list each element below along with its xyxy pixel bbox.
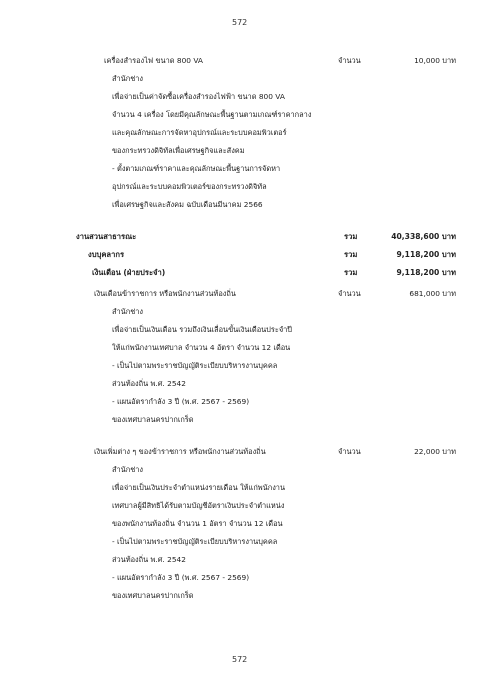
item-ups-line: อุปกรณ์และระบบคอมพิวเตอร์ของกระทรวงดิจิทัล [112, 182, 267, 191]
section-personnel-amount: 9,118,200 บาท [396, 250, 456, 259]
item-salary-amount: 681,000 บาท [409, 289, 456, 298]
page-number-top: 572 [232, 18, 248, 27]
item-allowance-line: เพื่อจ่ายเป็นเงินประจำตำแหน่งรายเดือน ให้แก่พนักงาน [112, 483, 286, 492]
item-salary-title: เงินเดือนข้าราชการ หรือพนักงานส่วนท้องถิ่น [94, 289, 236, 298]
item-salary-line: - เป็นไปตามพระราชบัญญัติระเบียบบริหารงานบุคคล [112, 361, 278, 370]
item-allowance-line: สำนักช่าง [112, 465, 143, 474]
item-salary-line: - แผนอัตรากำลัง 3 ปี (พ.ศ. 2567 - 2569) [112, 397, 250, 406]
item-ups-line: สำนักช่าง [112, 74, 143, 83]
item-allowance-amount: 22,000 บาท [414, 447, 456, 456]
section-salary-amount: 9,118,200 บาท [396, 268, 456, 277]
item-allowance-line: ของพนักงานท้องถิ่น จำนวน 1 อัตรา จำนวน 12 เดือน [112, 519, 283, 528]
item-allowance-line: เทศบาลผู้มีสิทธิได้รับตามบัญชีอัตราเงินประจำตำแหน่ง [112, 501, 285, 510]
section-public-works-total-label: รวม [344, 232, 358, 241]
item-ups-line: เพื่อจ่ายเป็นค่าจัดซื้อเครื่องสำรองไฟฟ้า ขนาด 800 VA [112, 92, 285, 101]
item-ups-amount: 10,000 บาท [414, 56, 456, 65]
section-personnel-title: งบบุคลากร [88, 250, 125, 259]
section-personnel-total-label: รวม [344, 250, 358, 259]
item-ups-line: ของกระทรวงดิจิทัลเพื่อเศรษฐกิจและสังคม [112, 146, 245, 155]
page-number-bottom: 572 [232, 655, 248, 664]
section-public-works-title: งานสวนสาธารณะ [76, 232, 137, 241]
item-salary-line: ให้แก่พนักงานเทศบาล จำนวน 4 อัตรา จำนวน 12 เดือน [112, 343, 291, 352]
item-allowance-line: - แผนอัตรากำลัง 3 ปี (พ.ศ. 2567 - 2569) [112, 573, 250, 582]
item-salary-line: สำนักช่าง [112, 307, 143, 316]
section-salary-title: เงินเดือน (ฝ่ายประจำ) [92, 268, 166, 277]
section-public-works-amount: 40,338,600 บาท [391, 232, 456, 241]
item-ups-line: และคุณลักษณะการจัดหาอุปกรณ์และระบบคอมพิวเตอร์ [112, 128, 287, 137]
section-salary-total-label: รวม [344, 268, 358, 277]
item-salary-line: ส่วนท้องถิ่น พ.ศ. 2542 [112, 379, 186, 388]
item-allowance-line: ของเทศบาลนครปากเกร็ด [112, 591, 194, 600]
item-ups-title: เครื่องสำรองไฟ ขนาด 800 VA [104, 56, 203, 65]
item-salary-qty-label: จำนวน [338, 289, 361, 298]
item-ups-line: - ตั้งตามเกณฑ์ราคาและคุณลักษณะพื้นฐานการจัดหา [112, 164, 281, 173]
item-allowance-title: เงินเพิ่มต่าง ๆ ของข้าราชการ หรือพนักงานส่วนท้องถิ่น [94, 447, 266, 456]
item-allowance-line: ส่วนท้องถิ่น พ.ศ. 2542 [112, 555, 186, 564]
item-salary-line: ของเทศบาลนครปากเกร็ด [112, 415, 194, 424]
item-salary-line: เพื่อจ่ายเป็นเงินเดือน รวมถึงเงินเลื่อนขั้นเงินเดือนประจำปี [112, 325, 292, 334]
item-ups-qty-label: จำนวน [338, 56, 361, 65]
item-ups-line: จำนวน 4 เครื่อง โดยมีคุณลักษณะพื้นฐานตามเกณฑ์ราคากลาง [112, 110, 312, 119]
item-allowance-line: - เป็นไปตามพระราชบัญญัติระเบียบบริหารงานบุคคล [112, 537, 278, 546]
item-allowance-qty-label: จำนวน [338, 447, 361, 456]
item-ups-line: เพื่อเศรษฐกิจและสังคม ฉบับเดือนมีนาคม 2566 [112, 200, 263, 209]
